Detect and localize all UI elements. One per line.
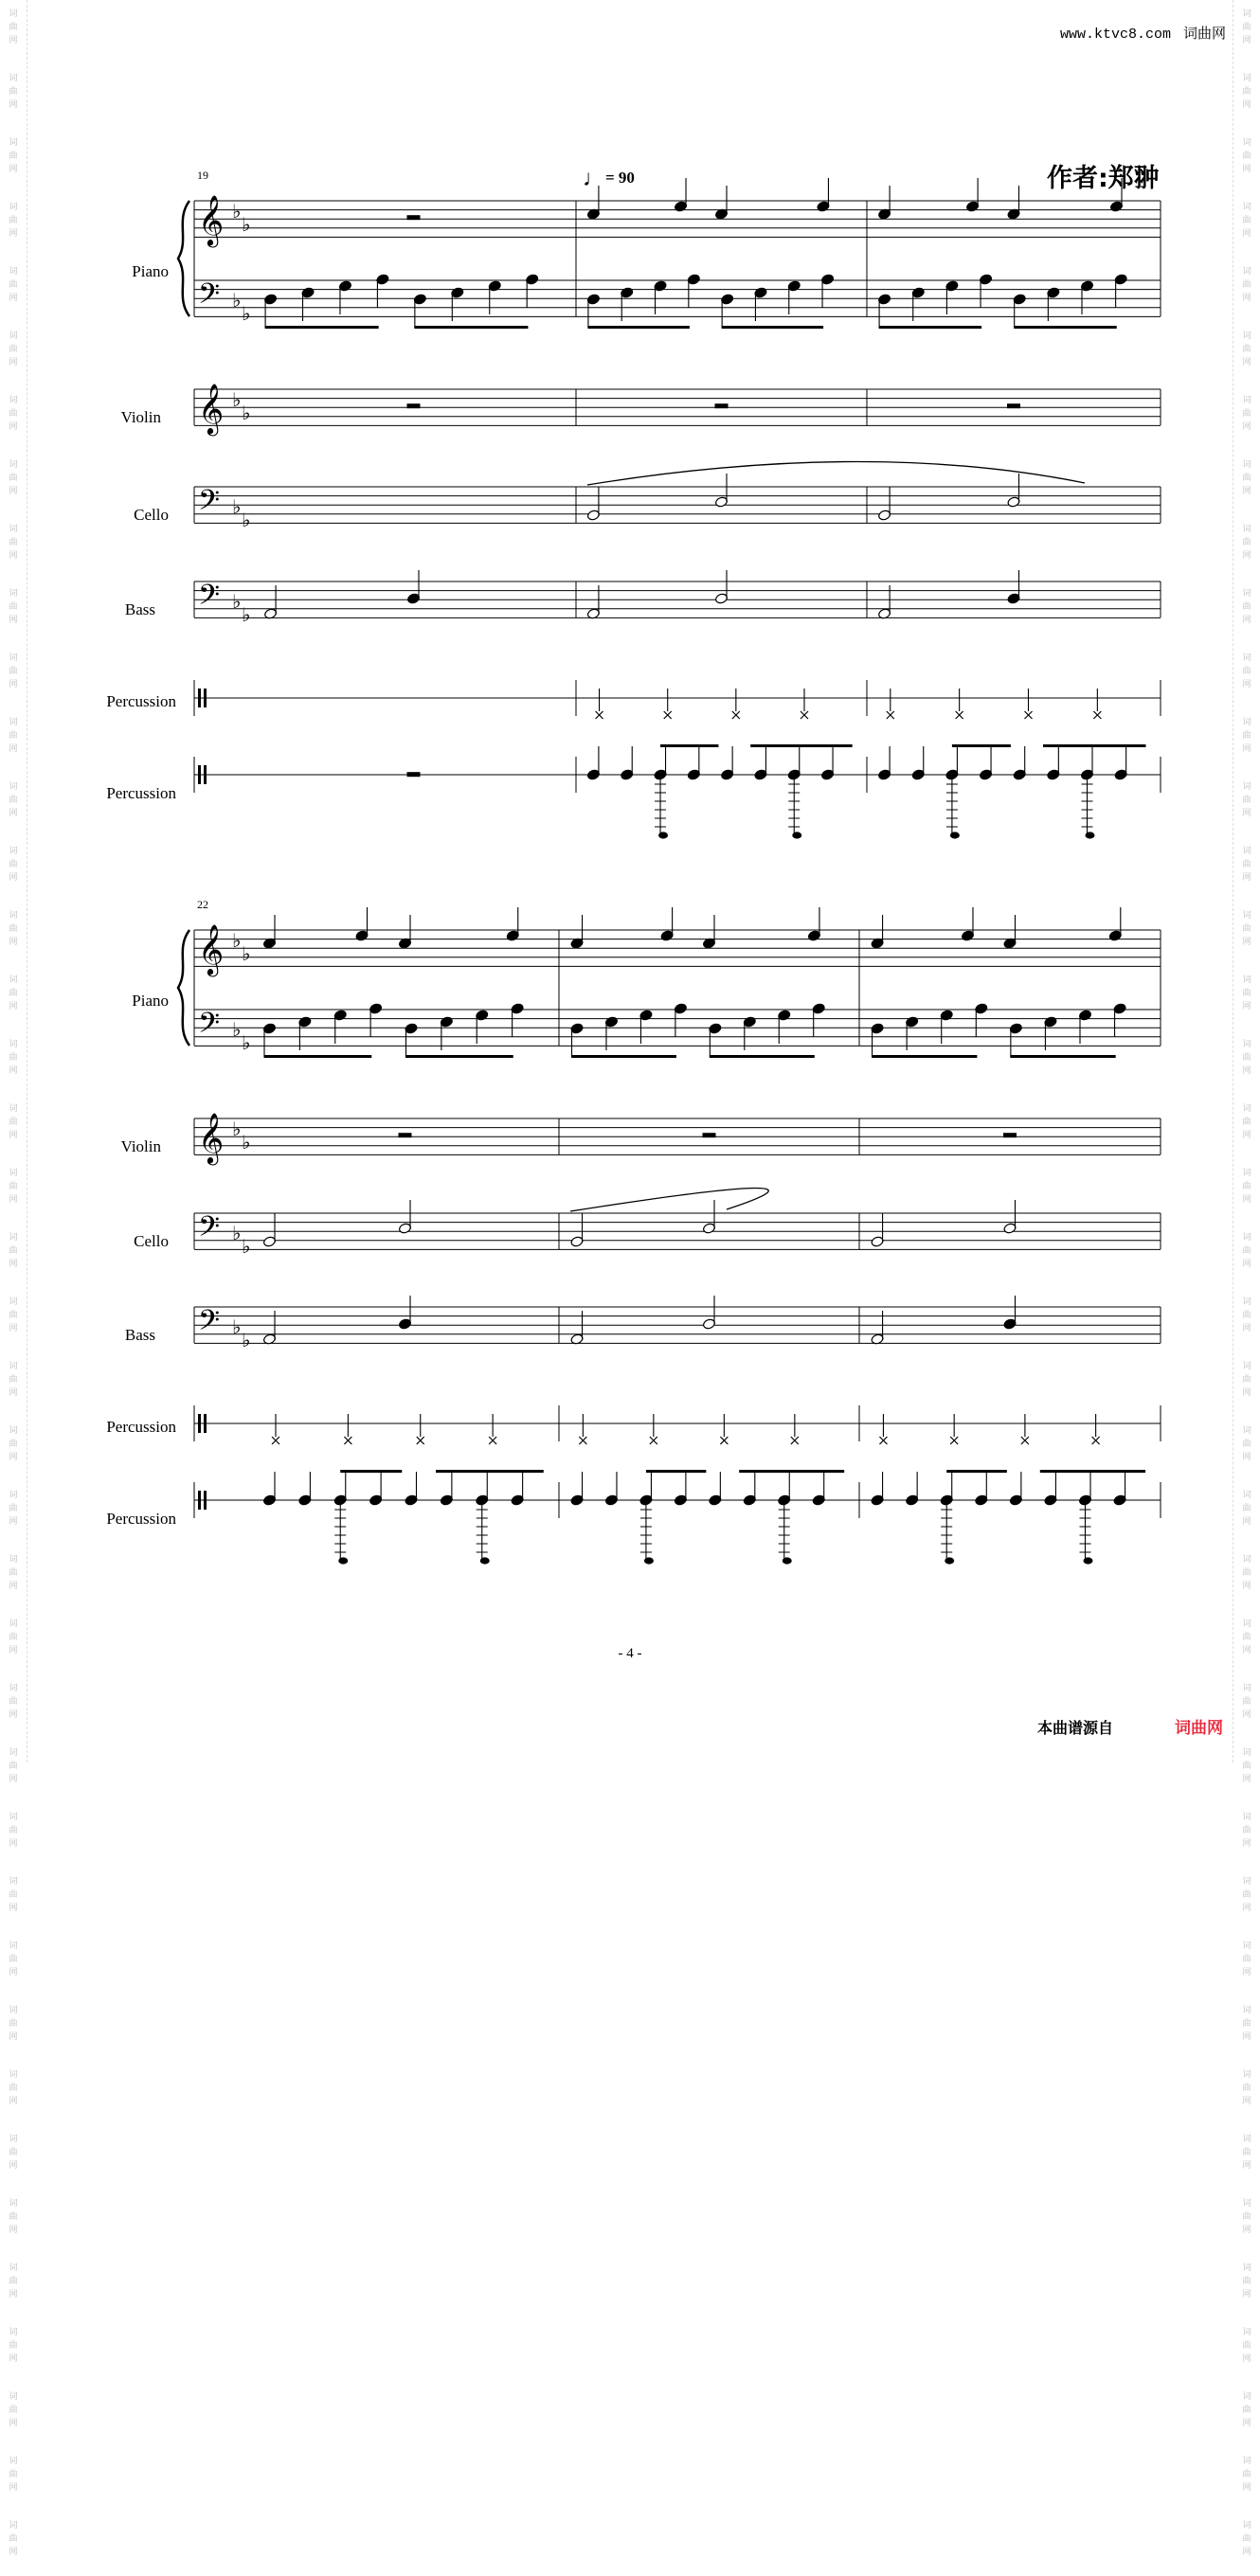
instrument-label-violin: Violin bbox=[120, 408, 161, 426]
bass-clef-icon: 𝄢 bbox=[198, 1211, 221, 1250]
flat-icon: ♭ bbox=[232, 1118, 242, 1140]
x-note-head bbox=[887, 711, 894, 719]
flat-icon: ♭ bbox=[242, 402, 251, 424]
flat-icon: ♭ bbox=[232, 200, 242, 223]
note-head bbox=[950, 832, 960, 838]
x-note-head bbox=[950, 1437, 958, 1444]
whole-rest-icon bbox=[703, 1133, 716, 1137]
bass-clef-icon: 𝄢 bbox=[198, 580, 221, 618]
x-note-head bbox=[732, 711, 740, 719]
site-url[interactable]: www.ktvc8.com bbox=[1059, 27, 1171, 43]
x-note-head bbox=[596, 711, 603, 719]
instrument-label-cello: Cello bbox=[134, 1232, 169, 1250]
instrument-label-piano: Piano bbox=[132, 262, 169, 280]
x-note-head bbox=[879, 1437, 887, 1444]
bass-clef-icon: 𝄢 bbox=[198, 1305, 221, 1344]
flat-icon: ♭ bbox=[232, 929, 242, 952]
x-note-head bbox=[801, 711, 808, 719]
cello-slur bbox=[570, 1188, 768, 1211]
beam bbox=[872, 1055, 977, 1058]
beam bbox=[879, 326, 982, 329]
flat-icon: ♭ bbox=[232, 1222, 242, 1244]
flat-icon: ♭ bbox=[242, 1329, 251, 1351]
flat-icon: ♭ bbox=[232, 1018, 242, 1041]
x-note-head bbox=[1093, 711, 1101, 719]
percussion-clef-icon bbox=[198, 765, 201, 784]
flat-icon: ♭ bbox=[232, 495, 242, 518]
whole-rest-icon bbox=[399, 1133, 412, 1137]
x-note-head bbox=[956, 711, 963, 719]
instrument-label-percussion-2: Percussion bbox=[106, 1510, 176, 1528]
beam bbox=[952, 744, 1011, 747]
x-note-head bbox=[489, 1437, 496, 1444]
tempo-value: = 90 bbox=[605, 169, 635, 187]
treble-clef-icon: 𝄞 bbox=[198, 1112, 225, 1163]
beam bbox=[739, 1470, 844, 1473]
x-note-head bbox=[579, 1437, 586, 1444]
left-watermark-strip: 词 曲 网 词 曲 网 词 曲 网 词 曲 网 词 曲 网 词 曲 网 词 曲 网 词 曲 网 词 曲 网 词 曲 网 词 曲 网 词 曲 网 词 曲 网 词 曲 网 词 曲 网 词 曲 网 词 曲 网 词 曲 网 词 曲 网 词 曲 网 词 曲 网 词 曲 网 词 曲 网 词 曲 网 词 曲 网 词 曲 网 词 曲 网 词 曲 网 词 曲 网 词 曲 网 词 曲 网 词 曲 网 词 曲 网 词 曲 网 词 曲 网 词 曲 网 词 曲 网 词 曲 网 词 曲 网 词 曲 网 bbox=[0, 0, 27, 1762]
percussion-clef-icon bbox=[204, 689, 207, 707]
x-note-head bbox=[417, 1437, 424, 1444]
beam bbox=[660, 744, 718, 747]
flat-icon: ♭ bbox=[242, 213, 251, 236]
beam bbox=[750, 744, 852, 747]
beam bbox=[436, 1470, 544, 1473]
percussion-clef-icon bbox=[198, 1491, 201, 1510]
instrument-label-percussion-2: Percussion bbox=[106, 784, 176, 802]
whole-rest-icon bbox=[407, 215, 421, 220]
beam bbox=[587, 326, 689, 329]
x-note-head bbox=[1092, 1437, 1100, 1444]
beam bbox=[1043, 744, 1146, 747]
instrument-label-violin: Violin bbox=[120, 1137, 161, 1155]
beam bbox=[646, 1470, 706, 1473]
bass-clef-icon: 𝄢 bbox=[198, 278, 221, 317]
instrument-label-percussion-1: Percussion bbox=[106, 692, 176, 710]
beam bbox=[1014, 326, 1117, 329]
instrument-label-piano: Piano bbox=[132, 992, 169, 1010]
footer-brand-logo[interactable]: 词曲网 bbox=[1175, 1719, 1223, 1738]
note-head bbox=[658, 832, 668, 838]
beam bbox=[1040, 1470, 1145, 1473]
x-note-head bbox=[1025, 711, 1033, 719]
beam bbox=[571, 1055, 676, 1058]
note-head bbox=[338, 1557, 348, 1564]
note-head bbox=[783, 1557, 792, 1564]
treble-clef-icon: 𝄞 bbox=[198, 194, 225, 245]
composer-credit: 作者:郑翀 bbox=[1047, 164, 1160, 193]
x-note-head bbox=[664, 711, 672, 719]
instrument-label-cello: Cello bbox=[134, 506, 169, 524]
beam bbox=[405, 1055, 513, 1058]
beam bbox=[946, 1470, 1007, 1473]
whole-rest-icon bbox=[1007, 403, 1020, 408]
piano-brace bbox=[178, 201, 189, 316]
treble-clef-icon: 𝄞 bbox=[198, 923, 225, 975]
flat-icon: ♭ bbox=[232, 1315, 242, 1338]
note-head bbox=[644, 1557, 654, 1564]
note-head bbox=[1086, 832, 1095, 838]
x-note-head bbox=[650, 1437, 657, 1444]
beam bbox=[710, 1055, 815, 1058]
flat-icon: ♭ bbox=[232, 289, 242, 312]
percussion-clef-icon bbox=[204, 1414, 207, 1433]
beam bbox=[1010, 1055, 1115, 1058]
note-head bbox=[792, 832, 801, 838]
quarter-note-icon: ♩ bbox=[583, 167, 605, 191]
measure-number-22: 22 bbox=[197, 898, 208, 911]
x-note-head bbox=[272, 1437, 279, 1444]
percussion-clef-icon bbox=[198, 1414, 201, 1433]
x-note-head bbox=[344, 1437, 351, 1444]
whole-rest-icon bbox=[715, 403, 729, 408]
whole-rest-icon bbox=[407, 403, 421, 408]
x-note-head bbox=[791, 1437, 799, 1444]
flat-icon: ♭ bbox=[242, 509, 251, 531]
site-name: 词曲网 bbox=[1182, 25, 1226, 42]
page-number: - 4 - bbox=[618, 1646, 642, 1661]
flat-icon: ♭ bbox=[242, 1235, 251, 1258]
percussion-clef-icon bbox=[204, 765, 207, 784]
beam bbox=[414, 326, 528, 329]
instrument-label-bass: Bass bbox=[124, 1326, 155, 1344]
cello-slur bbox=[587, 461, 1085, 485]
right-watermark-strip: 词 曲 网 词 曲 网 词 曲 网 词 曲 网 词 曲 网 词 曲 网 词 曲 网 词 曲 网 词 曲 网 词 曲 网 词 曲 网 词 曲 网 词 曲 网 词 曲 网 词 曲 网 词 曲 网 词 曲 网 词 曲 网 词 曲 网 词 曲 网 词 曲 网 词 曲 网 词 曲 网 词 曲 网 词 曲 网 词 曲 网 词 曲 网 词 曲 网 词 曲 网 词 曲 网 词 曲 网 词 曲 网 词 曲 网 词 曲 网 词 曲 网 词 曲 网 词 曲 网 词 曲 网 词 曲 网 词 曲 网 bbox=[1233, 0, 1260, 1762]
note-head bbox=[1084, 1557, 1093, 1564]
flat-icon: ♭ bbox=[242, 1131, 251, 1154]
flat-icon: ♭ bbox=[242, 942, 251, 965]
note-head bbox=[945, 1557, 954, 1564]
piano-brace bbox=[178, 930, 189, 1046]
whole-rest-icon bbox=[1003, 1133, 1017, 1137]
bass-clef-icon: 𝄢 bbox=[198, 485, 221, 524]
flat-icon: ♭ bbox=[242, 302, 251, 325]
instrument-label-percussion-1: Percussion bbox=[106, 1418, 176, 1436]
measure-number-19: 19 bbox=[197, 169, 208, 182]
beam bbox=[265, 326, 379, 329]
beam bbox=[722, 326, 823, 329]
flat-icon: ♭ bbox=[232, 388, 242, 411]
beam bbox=[340, 1470, 402, 1473]
bass-clef-icon: 𝄢 bbox=[198, 1008, 221, 1046]
x-note-head bbox=[720, 1437, 728, 1444]
flat-icon: ♭ bbox=[232, 590, 242, 613]
x-note-head bbox=[1021, 1437, 1029, 1444]
note-head bbox=[480, 1557, 490, 1564]
flat-icon: ♭ bbox=[242, 1031, 251, 1054]
footer-source-text: 本曲谱源自 bbox=[1037, 1719, 1114, 1737]
percussion-clef-icon bbox=[198, 689, 201, 707]
flat-icon: ♭ bbox=[242, 603, 251, 626]
beam bbox=[264, 1055, 372, 1058]
whole-rest-icon bbox=[407, 772, 421, 777]
percussion-clef-icon bbox=[204, 1491, 207, 1510]
instrument-label-bass: Bass bbox=[124, 600, 155, 618]
treble-clef-icon: 𝄞 bbox=[198, 383, 225, 434]
